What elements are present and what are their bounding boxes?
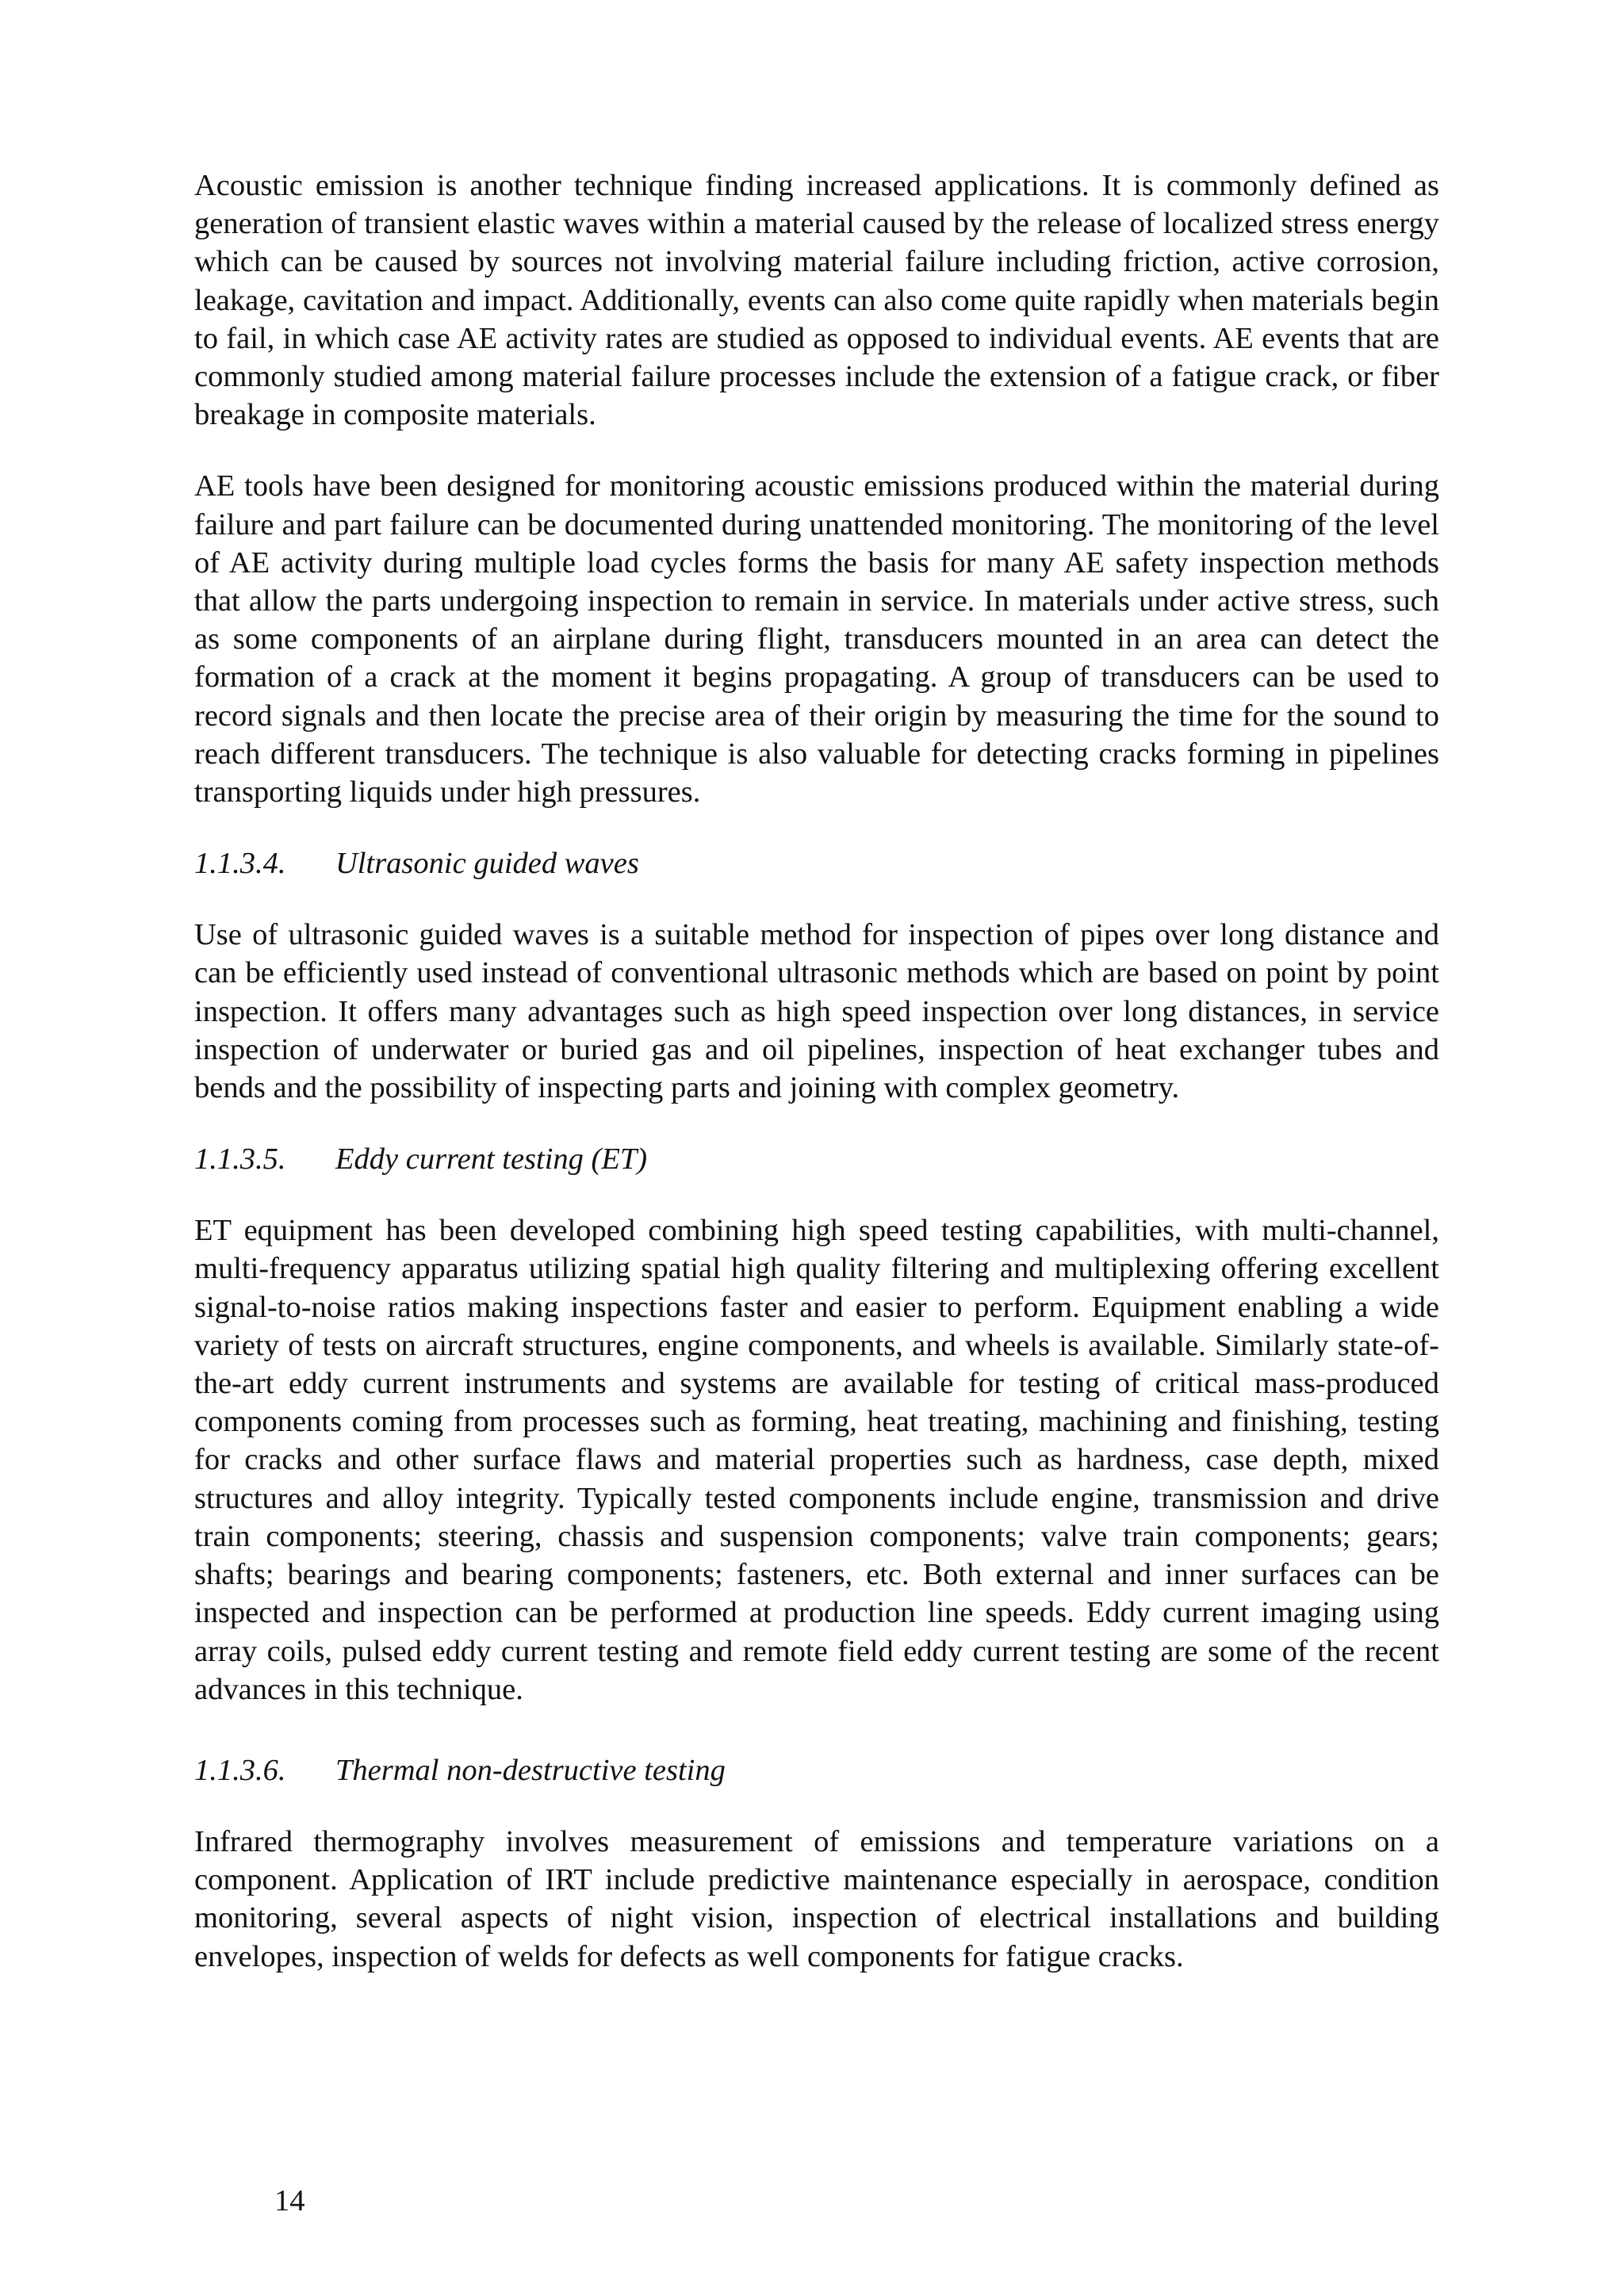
paragraph-ae-tools: AE tools have been designed for monitoring acoustic emissions produced within the material during failure and part failure can be documented during unattended monitoring. The monitoring of the level of AE activity during multiple load cycles forms the basis for many AE safety inspection methods that allow the parts undergoing inspection to remain in service. In materials under active stress, such as some components of an airplane during flight, transducers mounted in an area can detect the formation of a crack at the moment it begins propagating. A group of transducers can be used to record signals and then locate the precise area of their origin by measuring the time for the sound to reach different transducers. The technique is also valuable for detecting cracks forming in pipelines transporting liquids under high pressures. (194, 469, 1439, 809)
section-title: Ultrasonic guided waves (335, 847, 639, 881)
paragraph-ultrasonic-guided-waves: Use of ultrasonic guided waves is a suitable method for inspection of pipes over long distance and can be efficiently used instead of conventional ultrasonic methods which are based on point by point inspection. It offers many advantages such as high speed inspection over long distances, in service inspection of underwater or buried gas and oil pipelines, inspection of heat exchanger tubes and bends and the possibility of inspecting parts and joining with complex geometry. (194, 918, 1439, 1105)
section-title: Thermal non-destructive testing (335, 1753, 726, 1787)
document-page (194, 166, 1439, 2009)
section-number: 1.1.3.6. (194, 1753, 286, 1787)
section-number: 1.1.3.5. (194, 1142, 286, 1177)
section-title: Eddy current testing (ET) (335, 1142, 648, 1177)
paragraph-eddy-current-testing: ET equipment has been developed combining high speed testing capabilities, with multi-channel, multi-frequency apparatus utilizing spatial high quality filtering and multiplexing offering excellent signal-to-noise ratios making inspections faster and easier to perform. Equipment enabling a wide variety of tests on aircraft structures, engine components, and wheels is available. Similarly state-of-the-art eddy current instruments and systems are available for testing of critical mass-produced components coming from processes such as forming, heat treating, machining and finishing, testing for cracks and other surface flaws and material properties such as hardness, case depth, mixed structures and alloy integrity. Typically tested components include engine, transmission and drive train components; steering, chassis and suspension components; valve train components; gears; shafts; bearings and bearing components; fasteners, etc. Both external and inner surfaces can be inspected and inspection can be performed at production line speeds. Eddy current imaging using array coils, pulsed eddy current testing and remote field eddy current testing are some of the recent advances in this technique. (194, 1214, 1439, 1706)
paragraph-acoustic-emission: Acoustic emission is another technique finding increased applications. It is commonly defined as generation of transient elastic waves within a material caused by the release of localized stress energy which can be caused by sources not involving material failure including friction, active corrosion, leakage, cavitation and impact. Additionally, events can also come quite rapidly when materials begin to fail, in which case AE activity rates are studied as opposed to individual events. AE events that are commonly studied among material failure processes include the extension of a fatigue crack, or fiber breakage in composite materials. (194, 169, 1439, 432)
section-heading-thermal-ndt (194, 1751, 1439, 1789)
page-number: 14 (274, 2184, 305, 2218)
paragraph-infrared-thermography: Infrared thermography involves measurement of emissions and temperature variations on a component. Application of IRT include predictive maintenance especially in aerospace, condition monitoring, several aspects of night vision, inspection of electrical installations and building envelopes, inspection of welds for defects as well components for fatigue cracks. (194, 1824, 1439, 1973)
section-heading-ultrasonic-guided-waves (194, 844, 1439, 882)
section-number: 1.1.3.4. (194, 847, 286, 881)
section-heading-eddy-current-testing (194, 1140, 1439, 1178)
